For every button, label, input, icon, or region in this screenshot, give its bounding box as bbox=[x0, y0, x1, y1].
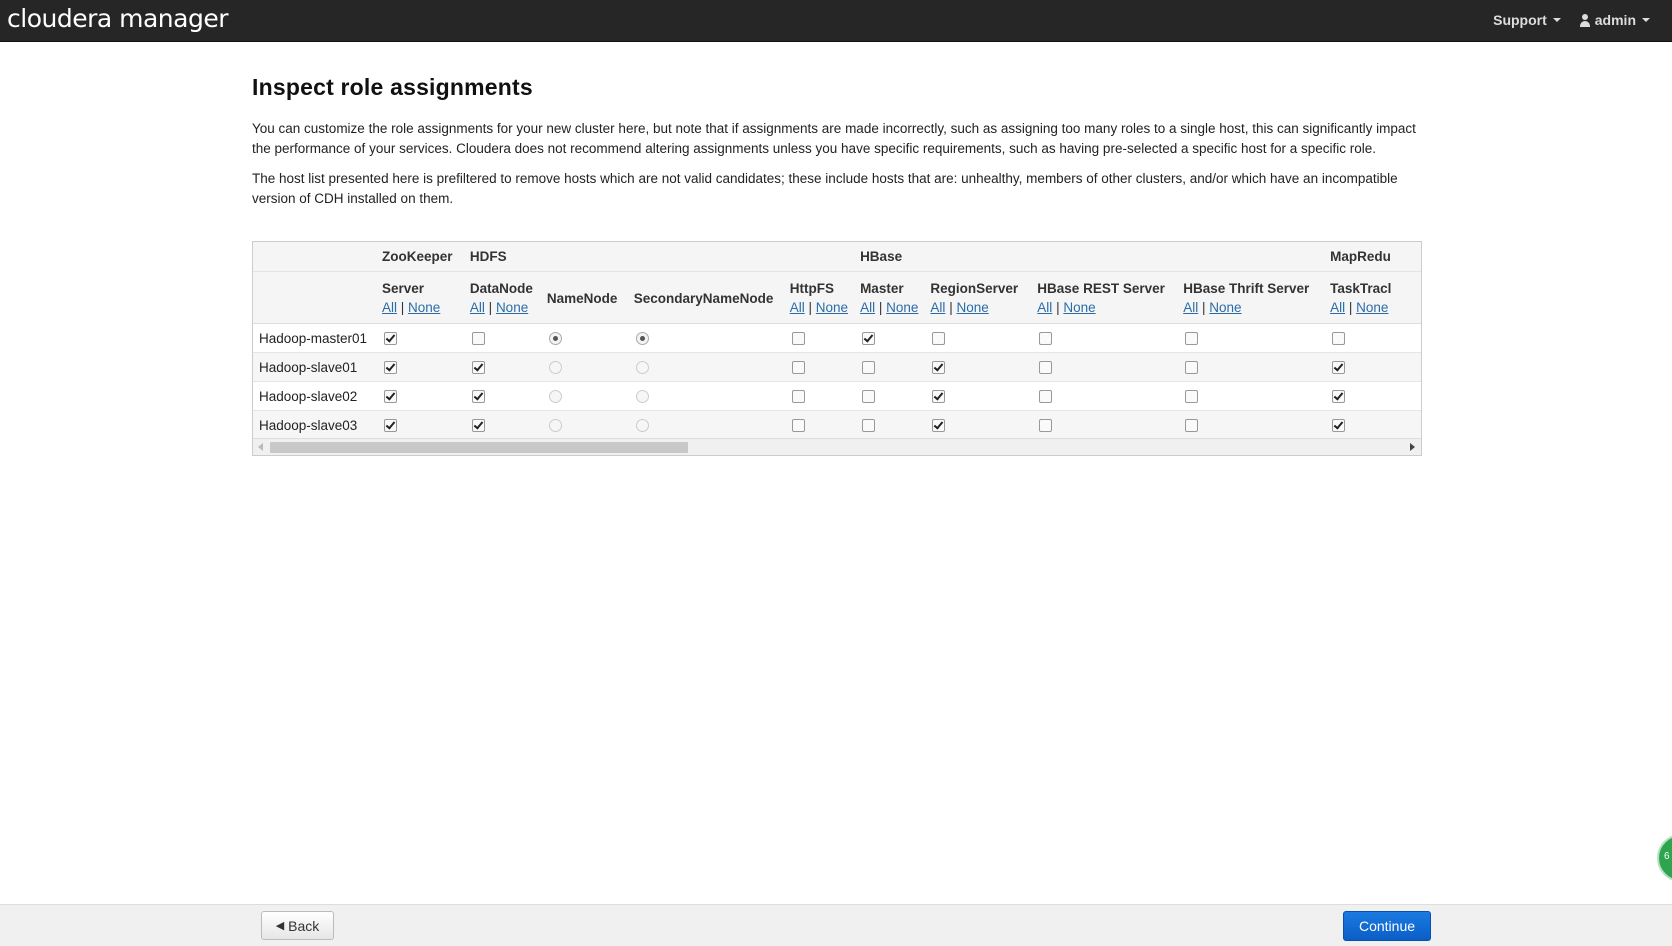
group-mapreduce: MapRedu bbox=[1324, 242, 1422, 272]
top-nav-menu bbox=[1493, 12, 1650, 28]
role-header-namenode bbox=[541, 272, 628, 324]
role-checkbox-httpfs[interactable] bbox=[792, 390, 805, 403]
group-hdfs: HDFS bbox=[464, 242, 541, 272]
role-checkbox-master[interactable] bbox=[862, 390, 875, 403]
role-checkbox-regionserver[interactable] bbox=[932, 419, 945, 432]
table-row bbox=[253, 324, 1422, 353]
role-checkbox-server[interactable] bbox=[384, 390, 397, 403]
role-cell-master bbox=[854, 382, 924, 411]
select-links: All | None bbox=[1330, 299, 1389, 315]
role-cell-secondarynamenode bbox=[628, 382, 784, 411]
role-checkbox-tasktracker[interactable] bbox=[1332, 332, 1345, 345]
host-name: Hadoop-slave03 bbox=[253, 411, 376, 440]
role-cell-server bbox=[376, 382, 464, 411]
role-checkbox-hbase_thrift[interactable] bbox=[1185, 361, 1198, 374]
role-radio-secondarynamenode[interactable] bbox=[636, 419, 649, 432]
role-name: TaskTracl bbox=[1330, 280, 1392, 296]
role-cell-tasktracker bbox=[1324, 411, 1422, 440]
table-row bbox=[253, 411, 1422, 440]
role-cell-httpfs bbox=[784, 353, 854, 382]
role-checkbox-tasktracker[interactable] bbox=[1332, 390, 1345, 403]
host-name: Hadoop-slave01 bbox=[253, 353, 376, 382]
role-cell-datanode bbox=[464, 324, 541, 353]
role-header-datanode bbox=[464, 272, 541, 324]
continue-button[interactable] bbox=[1343, 911, 1431, 941]
role-header-secondarynamenode bbox=[628, 272, 784, 324]
select-none-link[interactable]: None bbox=[886, 299, 919, 315]
select-all-link[interactable]: All bbox=[381, 299, 397, 315]
role-cell-tasktracker bbox=[1324, 382, 1422, 411]
role-checkbox-hbase_thrift[interactable] bbox=[1185, 419, 1198, 432]
role-checkbox-datanode[interactable] bbox=[472, 390, 485, 403]
role-cell-hbase_thrift bbox=[1177, 324, 1324, 353]
role-radio-namenode[interactable] bbox=[549, 390, 562, 403]
select-links: All | None bbox=[1037, 299, 1096, 315]
role-name: Master bbox=[860, 280, 904, 296]
role-checkbox-server[interactable] bbox=[384, 361, 397, 374]
role-cell-datanode bbox=[464, 353, 541, 382]
page-description: You can customize the role assignments for your new cluster here, but note that if assignments are made incorrectly, such as assigning too many roles to a single host, this can significantly impact the performance of your services. Cloudera does not recommend altering assignments unless you have specific requirements, such as having pre-selected a specific host for a specific role. bbox=[252, 121, 1416, 156]
role-checkbox-httpfs[interactable] bbox=[792, 419, 805, 432]
scrollbar-thumb[interactable] bbox=[270, 442, 688, 453]
role-name: HttpFS bbox=[789, 280, 834, 296]
select-links: All | None bbox=[789, 299, 849, 315]
select-all-link[interactable]: All bbox=[860, 299, 876, 315]
role-checkbox-hbase_rest[interactable] bbox=[1039, 332, 1052, 345]
select-none-link[interactable]: None bbox=[408, 299, 441, 315]
select-all-link[interactable]: All bbox=[1037, 299, 1053, 315]
role-cell-hbase_rest bbox=[1031, 382, 1177, 411]
role-header-master bbox=[854, 272, 924, 324]
role-cell-httpfs bbox=[784, 411, 854, 440]
role-name: HBase Thrift Server bbox=[1183, 280, 1310, 296]
role-radio-namenode[interactable] bbox=[549, 332, 562, 345]
role-checkbox-httpfs[interactable] bbox=[792, 332, 805, 345]
support-menu[interactable] bbox=[1493, 12, 1561, 28]
help-bubble[interactable] bbox=[1657, 834, 1672, 882]
table-row bbox=[253, 382, 1422, 411]
select-links: All | None bbox=[1183, 299, 1242, 315]
role-checkbox-hbase_thrift[interactable] bbox=[1185, 332, 1198, 345]
horizontal-scrollbar[interactable] bbox=[253, 438, 1421, 455]
role-cell-hbase_thrift bbox=[1177, 411, 1324, 440]
role-cell-server bbox=[376, 411, 464, 440]
back-button-label: Back bbox=[288, 917, 320, 934]
role-header-server bbox=[376, 272, 464, 324]
role-checkbox-tasktracker[interactable] bbox=[1332, 419, 1345, 432]
select-none-link[interactable]: None bbox=[1209, 299, 1242, 315]
role-checkbox-hbase_rest[interactable] bbox=[1039, 419, 1052, 432]
role-checkbox-hbase_thrift[interactable] bbox=[1185, 390, 1198, 403]
select-all-link[interactable]: All bbox=[469, 299, 485, 315]
continue-button-label: Continue bbox=[1358, 918, 1416, 934]
step-backward-icon: ◀ bbox=[275, 920, 285, 932]
role-checkbox-httpfs[interactable] bbox=[792, 361, 805, 374]
role-header-tasktracker bbox=[1324, 272, 1422, 324]
role-checkbox-hbase_rest[interactable] bbox=[1039, 361, 1052, 374]
select-all-link[interactable]: All bbox=[789, 299, 805, 315]
group-zookeeper: ZooKeeper bbox=[376, 242, 464, 272]
role-cell-httpfs bbox=[784, 382, 854, 411]
role-assignment-table bbox=[253, 242, 1422, 440]
select-links: All | None bbox=[469, 299, 529, 315]
role-checkbox-server[interactable] bbox=[384, 332, 397, 345]
role-header-hbase-thrift bbox=[1177, 272, 1324, 324]
role-checkbox-datanode[interactable] bbox=[472, 419, 485, 432]
role-checkbox-regionserver[interactable] bbox=[932, 332, 945, 345]
select-none-link[interactable]: None bbox=[1356, 299, 1389, 315]
role-cell-regionserver bbox=[924, 382, 1031, 411]
role-assignment-table-container bbox=[252, 241, 1422, 456]
role-header-regionserver bbox=[924, 272, 1031, 324]
caret-down-icon bbox=[1553, 18, 1561, 22]
role-checkbox-hbase_rest[interactable] bbox=[1039, 390, 1052, 403]
select-links: All | None bbox=[930, 299, 989, 315]
cloudera-manager-logo[interactable]: cloudera manager bbox=[7, 4, 228, 33]
role-cell-datanode bbox=[464, 411, 541, 440]
select-links: All | None bbox=[860, 299, 919, 315]
main-content bbox=[252, 74, 1422, 209]
role-cell-tasktracker bbox=[1324, 353, 1422, 382]
help-bubble-count: 6 bbox=[1664, 851, 1670, 862]
role-cell-regionserver bbox=[924, 353, 1031, 382]
user-menu-label: admin bbox=[1594, 12, 1636, 28]
table-row bbox=[253, 353, 1422, 382]
caret-down-icon bbox=[1642, 18, 1650, 22]
role-cell-hbase_rest bbox=[1031, 353, 1177, 382]
user-menu[interactable] bbox=[1579, 12, 1650, 28]
role-cell-hbase_thrift bbox=[1177, 353, 1324, 382]
host-rows bbox=[253, 324, 1422, 440]
role-cell-server bbox=[376, 324, 464, 353]
role-name: NameNode bbox=[546, 290, 618, 306]
role-cell-namenode bbox=[541, 411, 628, 440]
role-radio-namenode[interactable] bbox=[549, 419, 562, 432]
group-hbase: HBase bbox=[854, 242, 924, 272]
role-cell-server bbox=[376, 353, 464, 382]
select-none-link[interactable]: None bbox=[815, 299, 849, 315]
role-name: HBase REST Server bbox=[1037, 280, 1165, 296]
role-cell-master bbox=[854, 353, 924, 382]
role-checkbox-datanode[interactable] bbox=[472, 361, 485, 374]
role-checkbox-regionserver[interactable] bbox=[932, 390, 945, 403]
top-navbar bbox=[0, 0, 1672, 42]
role-name: SecondaryNameNode bbox=[633, 290, 774, 306]
role-cell-datanode bbox=[464, 382, 541, 411]
select-links: All | None bbox=[381, 299, 441, 315]
role-name: Server bbox=[381, 280, 424, 296]
role-checkbox-server[interactable] bbox=[384, 419, 397, 432]
role-cell-secondarynamenode bbox=[628, 324, 784, 353]
wizard-footer bbox=[0, 904, 1672, 946]
role-cell-hbase_rest bbox=[1031, 324, 1177, 353]
select-all-link[interactable]: All bbox=[1330, 299, 1346, 315]
role-checkbox-regionserver[interactable] bbox=[932, 361, 945, 374]
role-radio-secondarynamenode[interactable] bbox=[636, 361, 649, 374]
role-cell-namenode bbox=[541, 353, 628, 382]
role-checkbox-master[interactable] bbox=[862, 361, 875, 374]
host-list-note: The host list presented here is prefiltered to remove hosts which are not valid candidates; these include hosts that are: unhealthy, members of other clusters, and/or which have an incompatible version of CDH installed on them. bbox=[252, 171, 1398, 206]
user-icon bbox=[1579, 14, 1591, 27]
role-header-hbase-rest bbox=[1031, 272, 1177, 324]
role-cell-httpfs bbox=[784, 324, 854, 353]
scroll-left-icon[interactable] bbox=[258, 443, 263, 451]
role-checkbox-tasktracker[interactable] bbox=[1332, 361, 1345, 374]
role-cell-namenode bbox=[541, 382, 628, 411]
select-none-link[interactable]: None bbox=[495, 299, 529, 315]
role-cell-master bbox=[854, 324, 924, 353]
role-radio-namenode[interactable] bbox=[549, 361, 562, 374]
role-cell-regionserver bbox=[924, 411, 1031, 440]
select-none-link[interactable]: None bbox=[956, 299, 989, 315]
role-cell-hbase_thrift bbox=[1177, 382, 1324, 411]
host-name: Hadoop-slave02 bbox=[253, 382, 376, 411]
role-radio-secondarynamenode[interactable] bbox=[636, 332, 649, 345]
role-radio-secondarynamenode[interactable] bbox=[636, 390, 649, 403]
role-checkbox-master[interactable] bbox=[862, 332, 875, 345]
role-header-row bbox=[253, 272, 1422, 324]
scroll-right-icon[interactable] bbox=[1410, 443, 1415, 451]
role-name: DataNode bbox=[469, 280, 533, 296]
role-name: RegionServer bbox=[930, 280, 1019, 296]
role-cell-master bbox=[854, 411, 924, 440]
select-none-link[interactable]: None bbox=[1063, 299, 1096, 315]
select-all-link[interactable]: All bbox=[930, 299, 946, 315]
role-cell-namenode bbox=[541, 324, 628, 353]
role-checkbox-master[interactable] bbox=[862, 419, 875, 432]
role-cell-secondarynamenode bbox=[628, 411, 784, 440]
role-cell-regionserver bbox=[924, 324, 1031, 353]
back-button[interactable] bbox=[261, 911, 334, 940]
role-cell-hbase_rest bbox=[1031, 411, 1177, 440]
role-cell-secondarynamenode bbox=[628, 353, 784, 382]
role-header-httpfs bbox=[784, 272, 854, 324]
host-name: Hadoop-master01 bbox=[253, 324, 376, 353]
service-group-header-row bbox=[253, 242, 1422, 272]
select-all-link[interactable]: All bbox=[1183, 299, 1199, 315]
role-cell-tasktracker bbox=[1324, 324, 1422, 353]
page-title: Inspect role assignments bbox=[252, 74, 533, 100]
support-menu-label: Support bbox=[1493, 12, 1547, 28]
role-checkbox-datanode[interactable] bbox=[472, 332, 485, 345]
